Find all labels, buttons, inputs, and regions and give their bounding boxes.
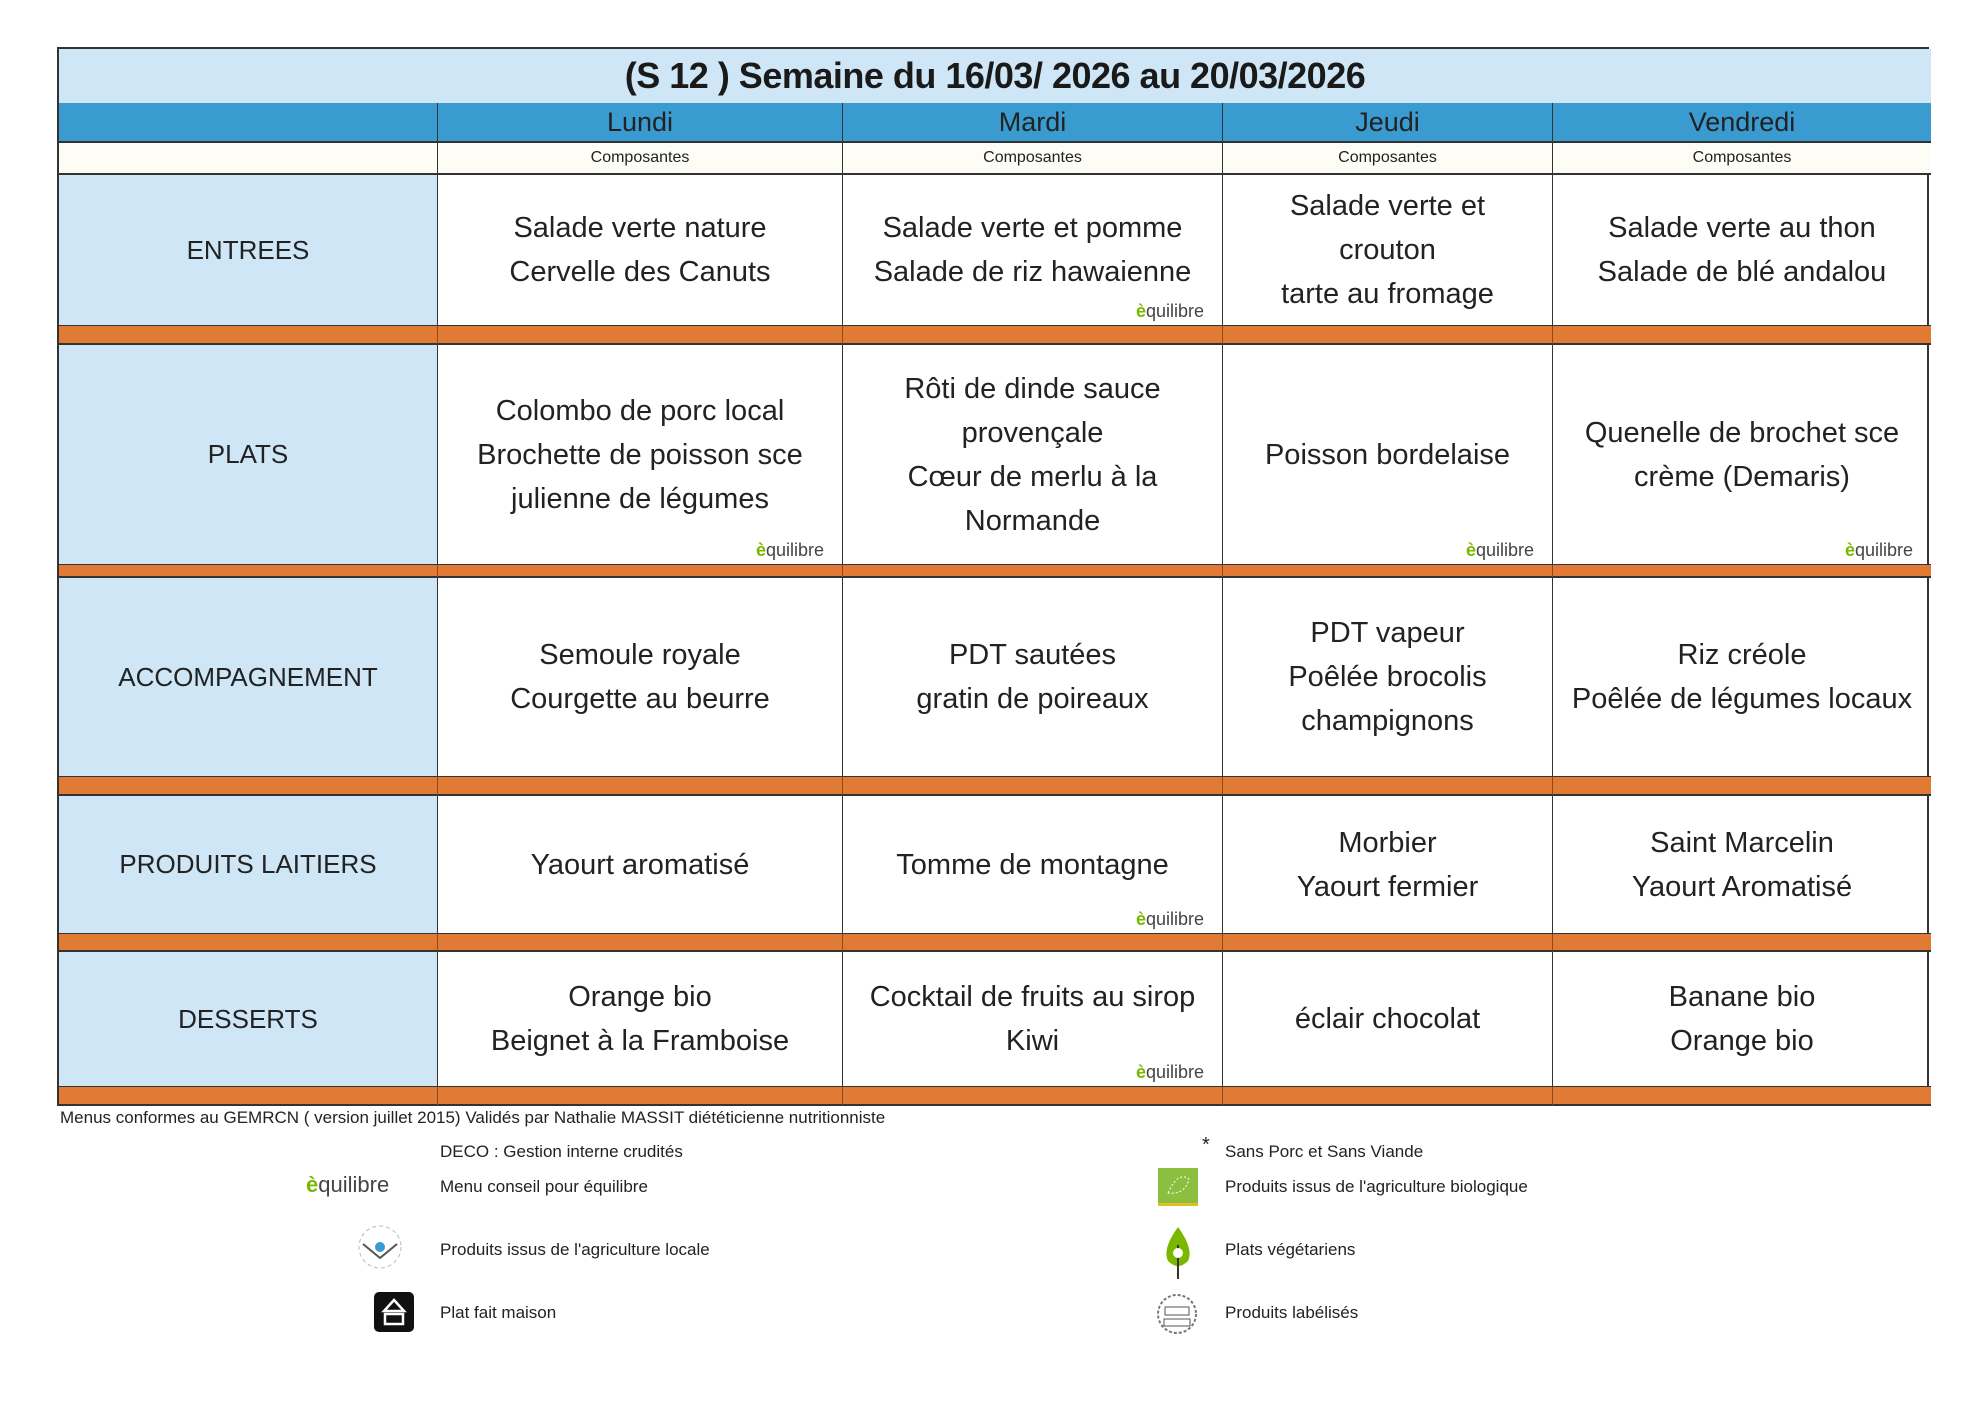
dish-line: Beignet à la Framboise: [490, 1025, 790, 1057]
row-separator: [842, 1087, 1222, 1106]
row-separator: [59, 777, 437, 796]
menu-cell-mardi: [842, 578, 1222, 777]
composantes-label: Composantes: [842, 143, 1222, 175]
menu-cell-vendredi: [1552, 952, 1931, 1087]
dish-line: Salade de blé andalou: [1597, 256, 1887, 288]
legend-bio: Produits issus de l'agriculture biologique: [1225, 1177, 1528, 1196]
row-separator: [437, 326, 842, 345]
row-separator: [1552, 326, 1931, 345]
day-header-lundi: Lundi: [437, 103, 842, 143]
week-title: (S 12 ) Semaine du 16/03/ 2026 au 20/03/2026: [59, 49, 1931, 103]
dish-line: Morbier: [1338, 826, 1437, 859]
dish-line: julienne de légumes: [511, 482, 769, 515]
row-separator: [1222, 326, 1552, 345]
dish-line: Saint Marcelin: [1650, 826, 1834, 859]
dish-line: Brochette de poisson sce: [477, 438, 803, 471]
dish-line: PDT vapeur: [1310, 617, 1465, 649]
menu-cell-lundi: [437, 175, 842, 326]
dish-line: tarte au fromage: [1281, 278, 1494, 310]
dish-line: Tomme de montagne: [896, 848, 1169, 881]
row-label-accompagnement: ACCOMPAGNEMENT: [59, 578, 437, 777]
legend-vege: Plats végétariens: [1225, 1240, 1356, 1259]
composantes-label: Composantes: [437, 143, 842, 175]
menu-cell-vendredi: [1552, 796, 1931, 934]
row-separator: [59, 326, 437, 345]
menu-cell-mardi: [842, 952, 1222, 1087]
dish-line: Cœur de merlu à la: [907, 460, 1158, 493]
row-separator: [1222, 777, 1552, 796]
composantes-label: Composantes: [1552, 143, 1931, 175]
dish-line: Rôti de dinde sauce: [904, 372, 1161, 405]
menu-cell-vendredi: [1552, 578, 1931, 777]
equilibre-badge-icon: èquilibre: [1135, 1062, 1204, 1082]
row-separator: [1552, 565, 1931, 578]
star-icon: *: [1202, 1134, 1210, 1156]
dish-line: Yaourt fermier: [1296, 870, 1479, 903]
row-separator: [842, 777, 1222, 796]
footer-note: Menus conformes au GEMRCN ( version juillet 2015) Validés par Nathalie MASSIT diététicienne nutritionniste: [60, 1108, 886, 1127]
dish-line: Salade verte au thon: [1608, 212, 1876, 244]
legend-sans-porc: Sans Porc et Sans Viande: [1225, 1142, 1424, 1161]
dish-line: Normande: [964, 504, 1101, 537]
menu-cell-jeudi: [1222, 578, 1552, 777]
dish-line: Banane bio: [1668, 981, 1816, 1013]
row-separator: [842, 565, 1222, 578]
row-separator: [437, 934, 842, 952]
equilibre-badge-icon: èquilibre: [1465, 540, 1534, 560]
row-label-plats: PLATS: [59, 345, 437, 565]
menu-cell-lundi: [437, 345, 842, 565]
dish-line: éclair chocolat: [1294, 1003, 1481, 1035]
label-quality-icon: [1155, 1292, 1199, 1336]
dish-line: champignons: [1301, 705, 1474, 737]
dish-line: crème (Demaris): [1634, 460, 1850, 493]
menu-cell-vendredi: [1552, 175, 1931, 326]
dish-line: provençale: [961, 416, 1104, 449]
dish-line: Kiwi: [1005, 1025, 1060, 1057]
row-separator: [59, 565, 437, 578]
dish-line: Orange bio: [568, 981, 712, 1013]
dish-line: crouton: [1339, 234, 1436, 266]
row-separator: [59, 1087, 437, 1106]
row-separator: [842, 934, 1222, 952]
dish-line: Riz créole: [1677, 639, 1807, 671]
dish-line: Yaourt aromatisé: [530, 848, 750, 881]
legend-deco: DECO : Gestion interne crudités: [440, 1142, 683, 1161]
homemade-house-icon: [374, 1292, 414, 1332]
row-separator: [1552, 934, 1931, 952]
day-header-jeudi: Jeudi: [1222, 103, 1552, 143]
dish-line: Semoule royale: [539, 639, 741, 671]
row-label-produits-laitiers: PRODUITS LAITIERS: [59, 796, 437, 934]
row-separator: [437, 565, 842, 578]
dish-line: Courgette au beurre: [510, 683, 770, 715]
equilibre-badge-icon: èquilibre: [1844, 540, 1913, 560]
row-separator: [1552, 777, 1931, 796]
composantes-label: Composantes: [1222, 143, 1552, 175]
menu-cell-mardi: [842, 175, 1222, 326]
equilibre-badge-icon: èquilibre: [1135, 909, 1204, 929]
menu-cell-jeudi: [1222, 175, 1552, 326]
legend-local: Produits issus de l'agriculture locale: [440, 1240, 710, 1259]
dish-line: Salade verte nature: [513, 212, 767, 244]
menu-cell-vendredi: [1552, 345, 1931, 565]
local-agriculture-icon: [355, 1222, 405, 1272]
menu-cell-lundi: [437, 796, 842, 934]
row-separator: [1222, 565, 1552, 578]
row-separator: [437, 1087, 842, 1106]
legend-label: Produits labélisés: [1225, 1303, 1359, 1322]
row-separator: [437, 777, 842, 796]
equilibre-logo-icon: è quilibre: [306, 1172, 390, 1197]
menu-cell-mardi: [842, 345, 1222, 565]
legend-maison: Plat fait maison: [440, 1303, 557, 1322]
dish-line: Salade verte et pomme: [882, 212, 1183, 244]
menu-cell-lundi: [437, 952, 842, 1087]
dish-line: Yaourt Aromatisé: [1631, 870, 1853, 903]
row-separator: [842, 326, 1222, 345]
dish-line: Quenelle de brochet sce: [1584, 416, 1900, 449]
menu-cell-lundi: [437, 578, 842, 777]
day-header-mardi: Mardi: [842, 103, 1222, 143]
dish-line: Poêlée de légumes locaux: [1571, 683, 1913, 715]
menu-cell-mardi: [842, 796, 1222, 934]
dish-line: Cervelle des Canuts: [509, 256, 771, 288]
row-label-entrees: ENTREES: [59, 175, 437, 326]
row-separator: [1222, 934, 1552, 952]
row-separator: [1222, 1087, 1552, 1106]
day-header-vendredi: Vendredi: [1552, 103, 1931, 143]
legend-equilibre: Menu conseil pour équilibre: [440, 1177, 648, 1196]
vegetarian-leaf-icon: [1160, 1225, 1196, 1281]
row-separator: [59, 934, 437, 952]
dish-line: Colombo de porc local: [495, 394, 785, 427]
dish-line: Poisson bordelaise: [1264, 438, 1511, 471]
menu-cell-jeudi: [1222, 796, 1552, 934]
dish-line: Salade de riz hawaienne: [873, 256, 1192, 288]
equilibre-badge-icon: èquilibre: [755, 540, 824, 560]
menu-cell-jeudi: [1222, 345, 1552, 565]
day-header-empty: [59, 103, 437, 143]
menu-cell-jeudi: [1222, 952, 1552, 1087]
equilibre-badge-icon: èquilibre: [1135, 301, 1204, 321]
dish-line: Orange bio: [1670, 1025, 1814, 1057]
row-label-desserts: DESSERTS: [59, 952, 437, 1087]
dish-line: Salade verte et: [1289, 190, 1486, 222]
composantes-empty: [59, 143, 437, 175]
dish-line: Cocktail de fruits au sirop: [869, 981, 1196, 1013]
dish-line: PDT sautées: [948, 639, 1117, 671]
dish-line: gratin de poireaux: [916, 683, 1149, 715]
bio-leaf-icon: [1158, 1168, 1198, 1206]
menu-table: [57, 47, 1929, 1106]
row-separator: [1552, 1087, 1931, 1106]
dish-line: Poêlée brocolis: [1288, 661, 1487, 693]
